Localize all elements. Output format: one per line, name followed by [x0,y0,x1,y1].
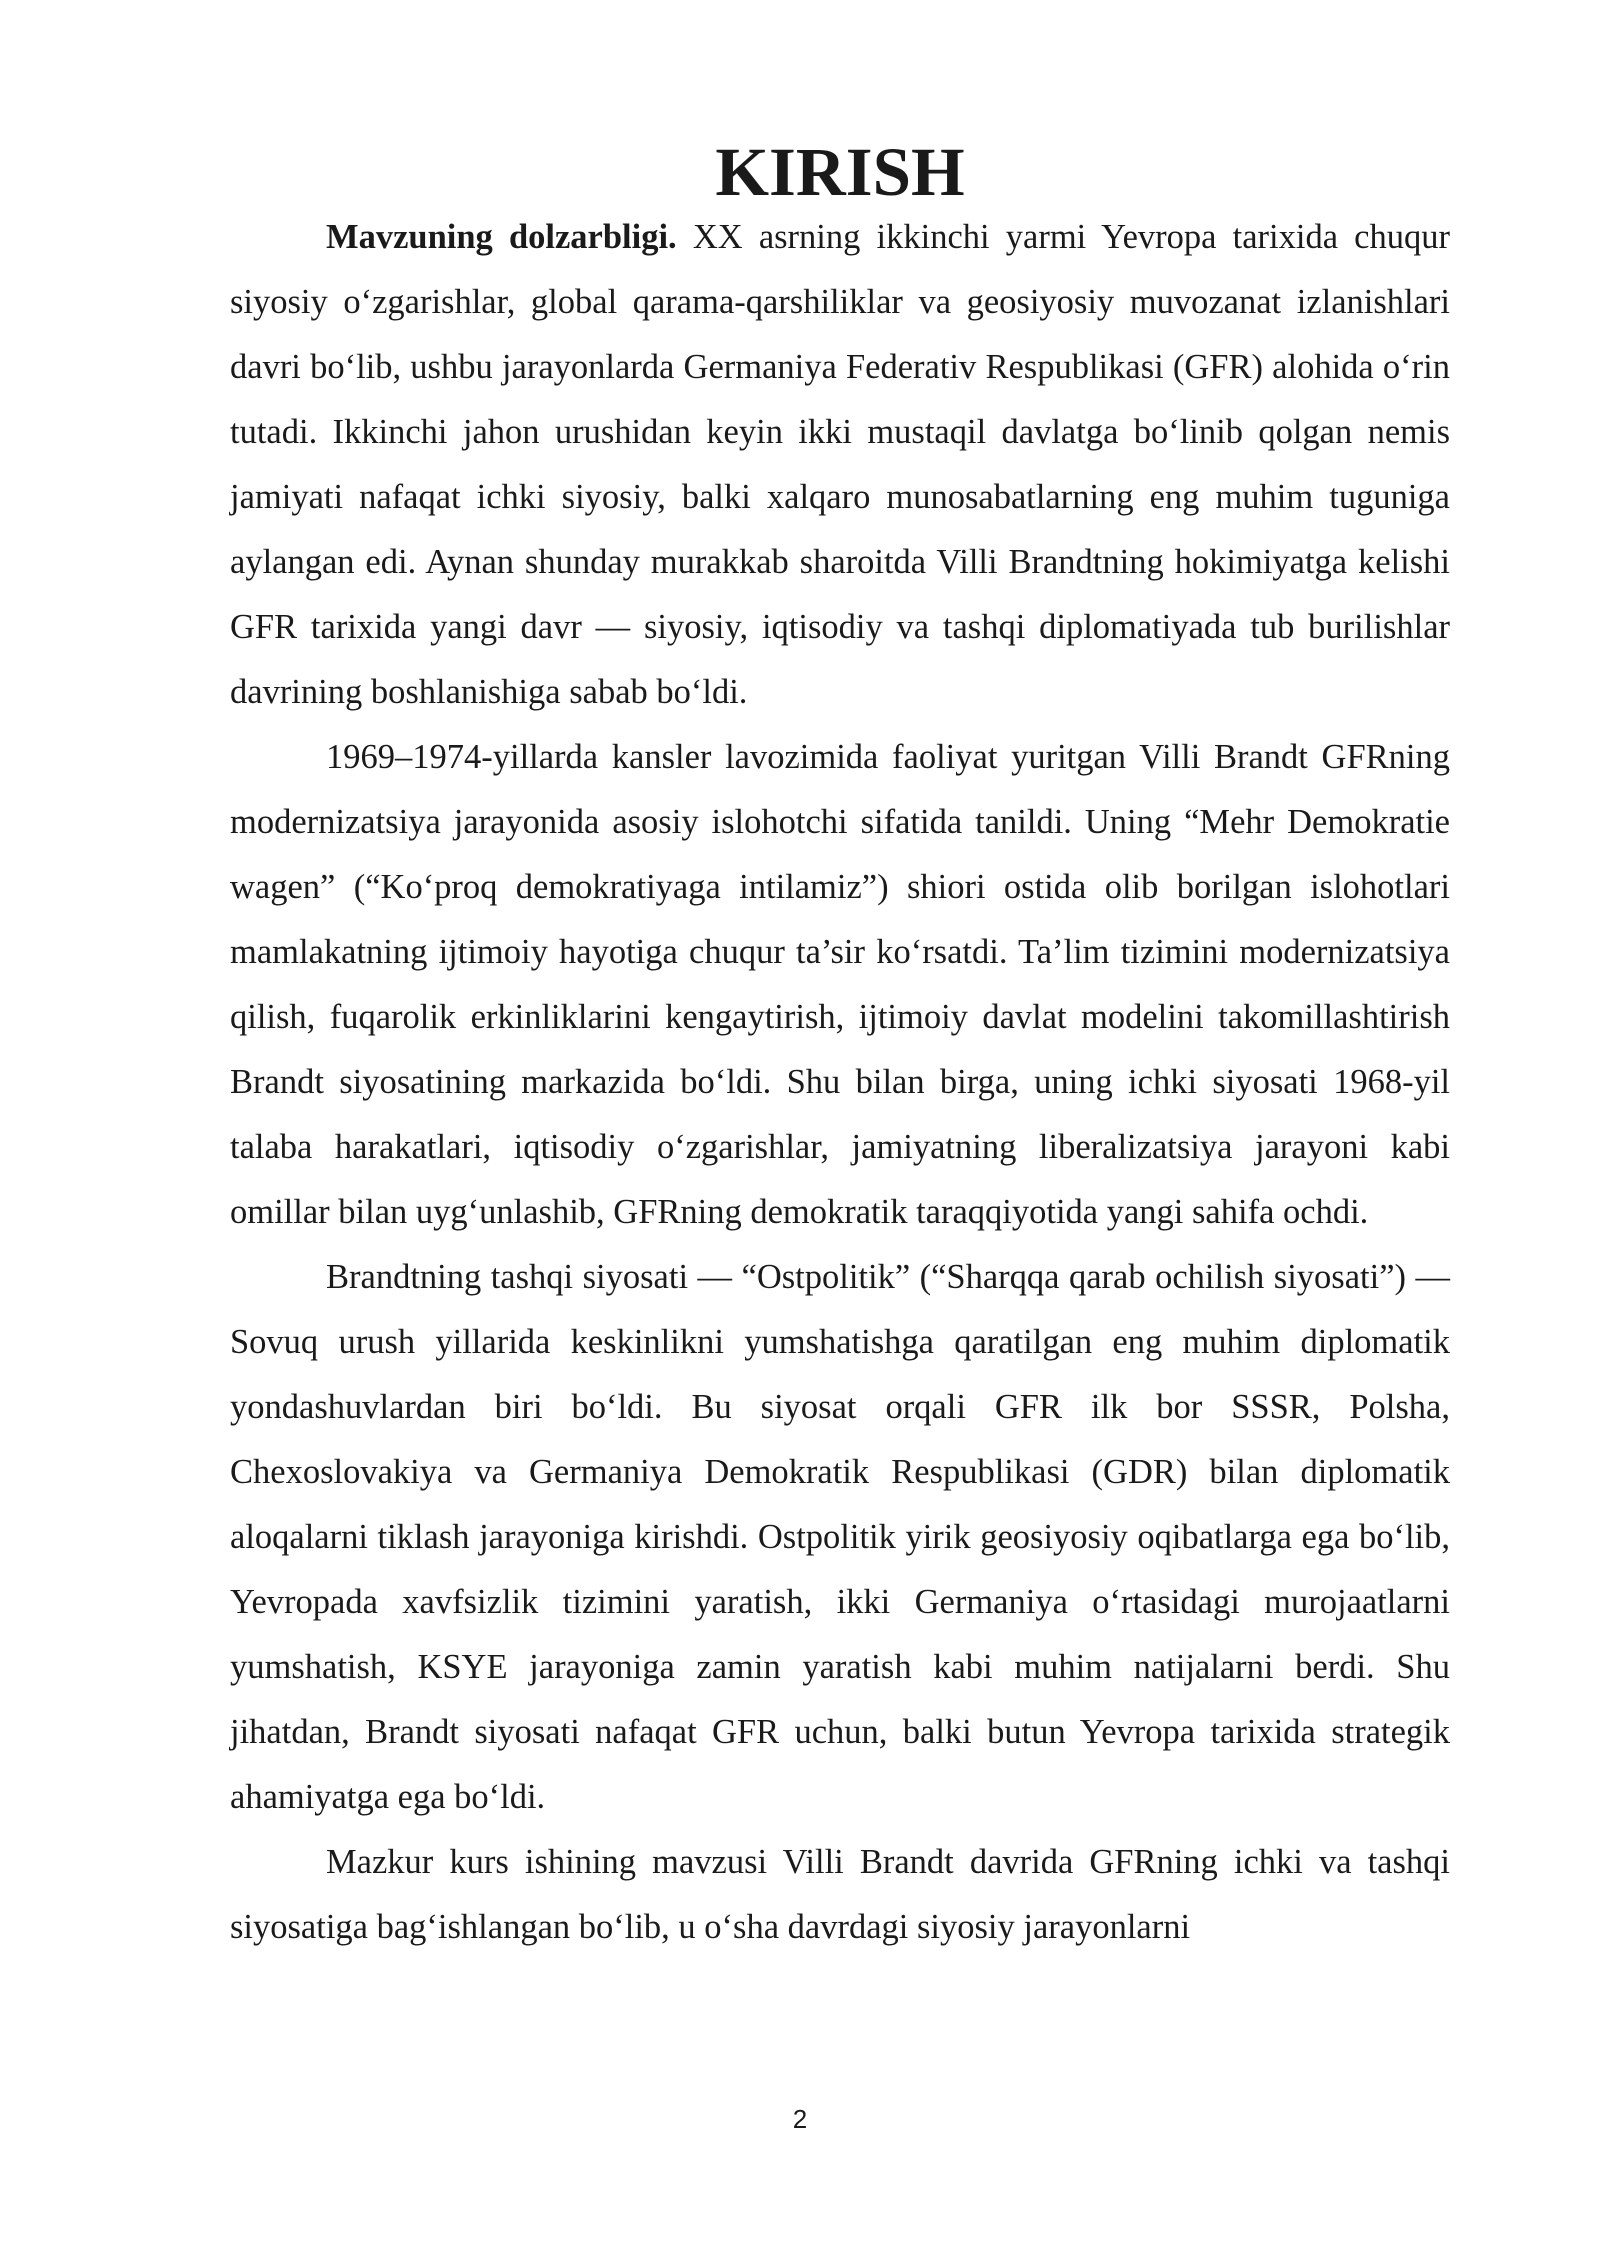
paragraph-text: Brandtning tashqi siyosati — “Ostpolitik” (“Sharqqa qarab ochilish siyosati”) — Sovuq urush yillarida keskinlikni yumshatishga qaratilgan eng muhim diplomatik yondashuvlardan biri bo‘ldi. Bu siyosat orqali GFR ilk bor SSSR, Polsha, Chexoslovakiya va Germaniya Demokratik Respublikasi (GDR) bilan diplomatik aloqalarni tiklash jarayoniga kirishdi. Ostpolitik yirik geosiyosiy oqibatlarga ega bo‘lib, Yevropada xavfsizlik tizimini yaratish, ikki Germaniya o‘rtasidagi murojaatlarni yumshatish, KSYE jarayoniga zamin yaratish kabi muhim natijalarni berdi. Shu jihatdan, Brandt siyosati nafaqat GFR uchun, balki butun Yevropa tarixida strategik ahamiyatga ega bo‘ldi. [230,1258,1450,1816]
section-heading: KIRISH [715,134,965,210]
paragraph-text: 1969–1974-yillarda kansler lavozimida faoliyat yuritgan Villi Brandt GFRning modernizatsiya jarayonida asosiy islohotchi sifatida tanildi. Uning “Mehr Demokratie wagen” (“Ko‘proq demokratiyaga intilamiz”) shiori ostida olib borilgan islohotlari mamlakatning ijtimoiy hayotiga chuqur ta’sir ko‘rsatdi. Ta’lim tizimini modernizatsiya qilish, fuqarolik erkinliklarini kengaytirish, ijtimoiy davlat modelini takomillashtirish Brandt siyosatining markazida bo‘ldi. Shu bilan birga, uning ichki siyosati 1968-yil talaba harakatlari, iqtisodiy o‘zgarishlar, jamiyatning liberalizatsiya jarayoni kabi omillar bilan uyg‘unlashib, GFRning demokratik taraqqiyotida yangi sahifa ochdi. [230,738,1450,1231]
paragraph-course-topic [230,1830,1450,1960]
paragraph-lead: Mavzuning dolzarbligi. [326,218,677,256]
page-number: 2 [792,2104,808,2134]
paragraph-text: Mazkur kurs ishining mavzusi Villi Brandt davrida GFRning ichki va tashqi siyosatiga bag‘ishlangan bo‘lib, u o‘sha davrdagi siyosiy jarayonlarni [230,1843,1450,1946]
paragraph-domestic-policy [230,725,1450,1245]
paragraph-text: XX asrning ikkinchi yarmi Yevropa tarixida chuqur siyosiy o‘zgarishlar, global qarama-qarshiliklar va geosiyosiy muvozanat izlanishlari davri bo‘lib, ushbu jarayonlarda Germaniya Federativ Respublikasi (GFR) alohida o‘rin tutadi. Ikkinchi jahon urushidan keyin ikki mustaqil davlatga bo‘linib qolgan nemis jamiyati nafaqat ichki siyosiy, balki xalqaro munosabatlarning eng muhim tuguniga aylangan edi. Aynan shunday murakkab sharoitda Villi Brandtning hokimiyatga kelishi GFR tarixida yangi davr — siyosiy, iqtisodiy va tashqi diplomatiyada tub burilishlar davrining boshlanishiga sabab bo‘ldi. [230,218,1450,711]
paragraph-relevance [230,205,1450,725]
document-body [230,134,1450,1960]
paragraph-foreign-policy [230,1245,1450,1830]
